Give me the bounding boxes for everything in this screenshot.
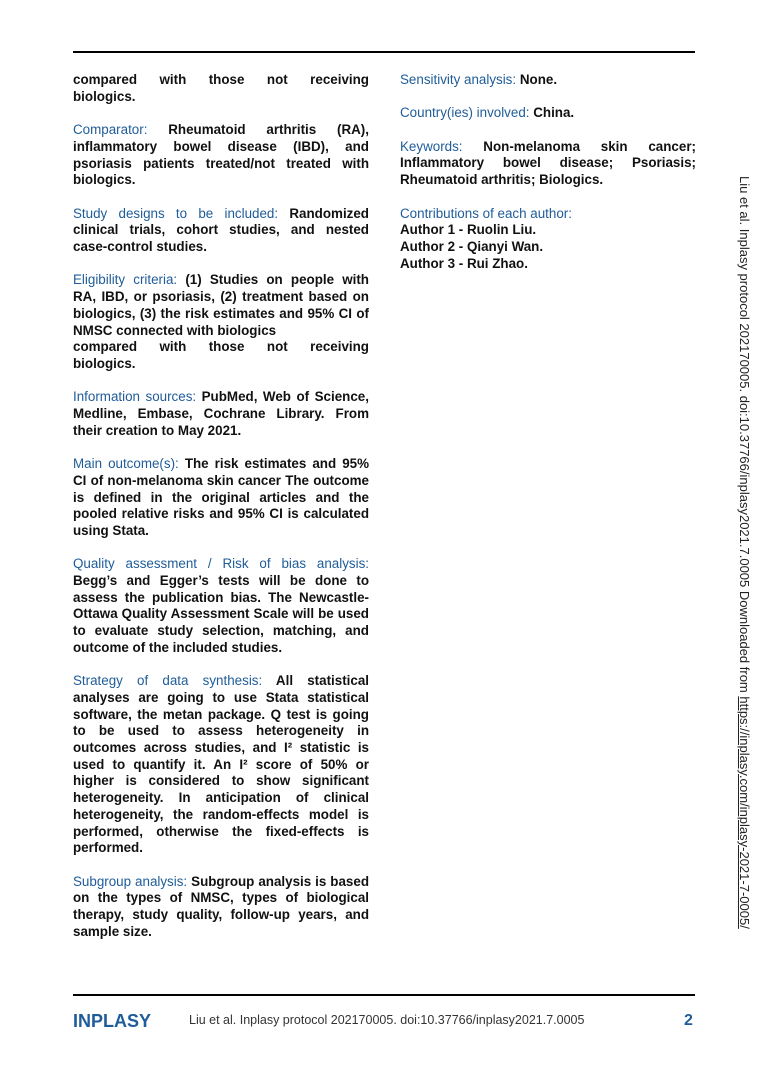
subgroup-text: Subgroup analysis is based on the types of NMSC, types of biological therapy, study quality, follow-up years, and sample size.	[73, 873, 369, 939]
side-download-notice	[737, 176, 752, 929]
author-2: Author 2 - Qianyi Wan.	[400, 238, 544, 254]
comparator-text: Rheumatoid arthritis (RA), inflammatory bowel disease (IBD), and psoriasis patients treated/not treated with biologics.	[73, 122, 369, 188]
keywords-label: Keywords:	[400, 138, 463, 154]
main-outcomes-text: The risk estimates and 95% CI of non-melanoma skin cancer The outcome is defined in the original articles and the pooled relative risks and 95% CI is calculated using Stata.	[73, 456, 369, 538]
comparator-label: Comparator:	[73, 122, 148, 138]
continued-line-2: biologics.	[73, 88, 136, 104]
study-designs-label: Study designs to be included:	[73, 205, 279, 221]
countries-section	[400, 105, 696, 122]
information-sources-text: PubMed, Web of Science, Medline, Embase, Cochrane Library. From their creation to May 2021.	[73, 389, 369, 438]
study-designs-text: Randomized clinical trials, cohort studies, and nested case-control studies.	[73, 205, 369, 254]
main-outcomes-section	[73, 456, 369, 540]
sensitivity-label: Sensitivity analysis:	[400, 72, 517, 87]
countries-label: Country(ies) involved:	[400, 105, 530, 121]
left-column	[73, 72, 369, 957]
right-column	[400, 72, 696, 289]
keywords-section	[400, 139, 696, 189]
strategy-label: Strategy of data synthesis:	[73, 673, 263, 689]
eligibility-text: (1) Studies on people with RA, IBD, or psoriasis, (2) treatment based on biologics, (3) the risk estimates and 95% CI of NMSC connected with biologics	[73, 272, 369, 338]
sensitivity-section	[400, 72, 696, 89]
study-designs-section	[73, 206, 369, 256]
contributions-label: Contributions of each author:	[400, 205, 572, 221]
page-number: 2	[684, 1012, 693, 1029]
footer-brand-logo: INPLASY	[73, 1011, 152, 1031]
keywords-text: Non-melanoma skin cancer; Inflammatory bowel disease; Psoriasis; Rheumatoid arthritis; Biologics.	[400, 138, 696, 188]
information-sources-section	[73, 389, 369, 439]
author-3: Author 3 - Rui Zhao.	[400, 255, 528, 271]
strategy-text: All statistical analyses are going to use Stata statistical software, the metan package. Q test is going to be used to assess heterogeneity in outcomes across studies, and I² statistic is used to quantify it. An I² score of 50% or higher is considered to show significant heterogeneity. In anticipation of clinical heterogeneity, the random-effects model is performed, otherwise the fixed-effects is performed.	[73, 673, 369, 856]
strategy-section	[73, 673, 369, 857]
eligibility-end: biologics.	[73, 355, 136, 371]
quality-label: Quality assessment / Risk of bias analysis:	[73, 556, 369, 572]
contributions-section	[400, 206, 696, 273]
continued-line-1: compared with those not receiving	[73, 72, 369, 87]
continued-text	[73, 72, 369, 105]
author-1: Author 1 - Ruolin Liu.	[400, 222, 537, 238]
quality-text: Begg’s and Egger’s tests will be done to assess the publication bias. The Newcastle-Ottawa Quality Assessment Scale will be used to evaluate study selection, matching, and outcome of the included studies.	[73, 573, 369, 655]
header-rule	[73, 51, 695, 53]
subgroup-section	[73, 874, 369, 941]
countries-text: China.	[533, 105, 575, 121]
subgroup-label: Subgroup analysis:	[73, 873, 188, 889]
footer-rule	[73, 994, 695, 996]
quality-section	[73, 556, 369, 656]
comparator-section	[73, 122, 369, 189]
side-notice-text: Liu et al. Inplasy protocol 202170005. doi:10.37766/inplasy2021.7.0005 Downloaded from	[737, 176, 752, 697]
eligibility-label: Eligibility criteria:	[73, 272, 178, 288]
information-sources-label: Information sources:	[73, 389, 197, 405]
main-outcomes-label: Main outcome(s):	[73, 456, 179, 472]
footer-citation: Liu et al. Inplasy protocol 202170005. doi:10.37766/inplasy2021.7.0005	[189, 1013, 585, 1027]
sensitivity-text: None.	[519, 72, 558, 87]
eligibility-spread-line: compared with those not receiving	[73, 339, 369, 355]
eligibility-section	[73, 272, 369, 372]
side-download-link[interactable]: https://inplasy.com/inplasy-2021-7-0005/	[737, 696, 752, 929]
